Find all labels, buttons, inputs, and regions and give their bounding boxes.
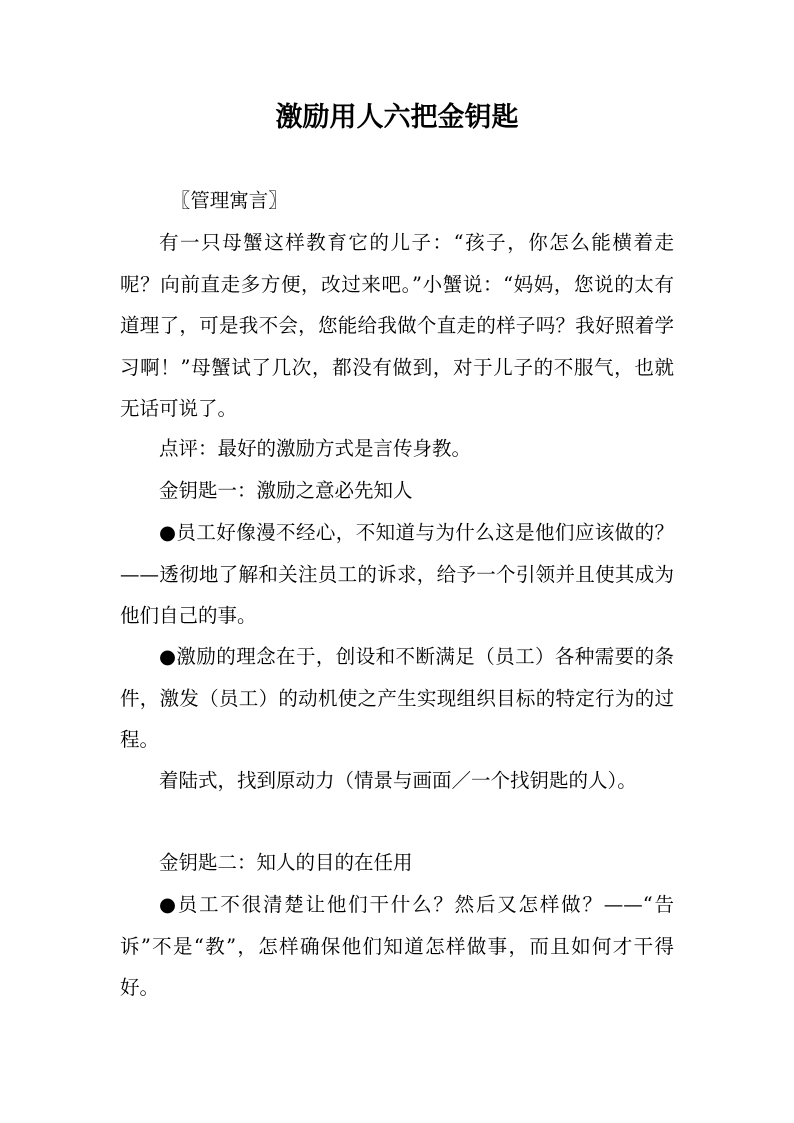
- key-one-heading: 金钥匙一：激励之意必先知人: [159, 479, 413, 502]
- key-one-bullet-two: ●激励的理念在于，创设和不断满足（员工）各种需要的条件，激发（员工）的动机使之产生实现组织目标的特定行为的过程。: [120, 645, 674, 751]
- fable-paragraph: 有一只母蟹这样教育它的儿子：“孩子，你怎么能横着走呢？向前直走多方便，改过来吧。”小蟹说：“妈妈，您说的太有道理了，可是我不会，您能给我做个直走的样子吗？我好照着学习啊！”母蟹试了几次，都没有做到，对于儿子的不服气，也就无话可说了。: [120, 231, 674, 420]
- key-two-heading: 金钥匙二：知人的目的在任用: [159, 851, 413, 874]
- key-one-bullet-one: ●员工好像漫不经心，不知道与为什么这是他们应该做的？——透彻地了解和关注员工的诉求，给予一个引领并且使其成为他们自己的事。: [120, 521, 674, 627]
- comment-paragraph: 点评：最好的激励方式是言传身教。: [159, 437, 472, 460]
- key-two-bullet-one: ●员工不很清楚让他们干什么？然后又怎样做？——“告诉”不是“教”，怎样确保他们知道怎样做事，而且如何才干得好。: [120, 893, 674, 999]
- landing-paragraph: 着陆式，找到原动力（情景与画面／一个找钥匙的人）。: [159, 769, 637, 792]
- document-title: 激励用人六把金钥匙: [275, 102, 519, 133]
- section-label: 〖管理寓言〗: [170, 189, 288, 212]
